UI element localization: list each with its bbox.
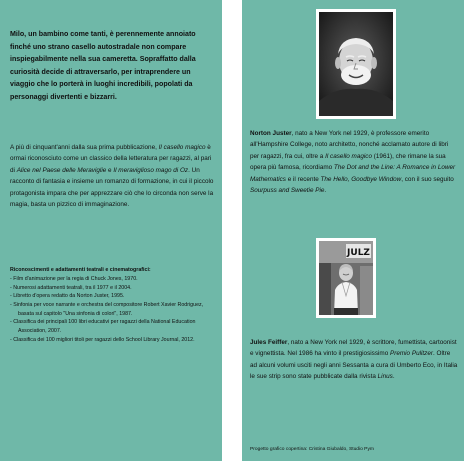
book-title: Alice nel Paese delle Meraviglie [16, 166, 107, 174]
author-name: Norton Juster [250, 130, 292, 137]
text-run: . [324, 187, 327, 195]
credit-item: - Classifica dei 100 migliori titoli per ragazzi dello School Library Journal, 2012. [10, 336, 195, 343]
text-run: e il recente [285, 175, 321, 183]
text-run: A più di cinquant'anni dalla sua prima pubblicazione, [10, 144, 159, 151]
poster-sign: JULZ [347, 248, 370, 258]
author-photo [316, 9, 396, 119]
text-run: . [392, 373, 395, 381]
magazine-title: Linus [377, 373, 393, 381]
credits-heading: Riconoscimenti e adattamenti teatrali e cinematografici: [10, 267, 151, 273]
text-run: , nato a New York nel 1929, è scrittore, fumettista, cartoonist e vignettista. Nel 1986 ha vinto il prestigiosissimo [250, 339, 457, 358]
award-title: Premio Pulitzer [389, 350, 433, 358]
credits-list [10, 275, 215, 344]
book-title: Il meraviglioso mago di Oz [113, 166, 189, 174]
text-run: . Oltre ad alcuni volumi usciti negli anni Sessanta a cura di Umberto Eco, in Italia le sue strip sono state pubblicate dalla rivista [250, 350, 458, 381]
text-run: e [106, 166, 114, 174]
text-run: (1961), che rimane la sua opera più famosa, ricordiamo [250, 152, 446, 172]
book-title: The Dot and the Line: A Romance in Lower Mathematics [250, 164, 456, 183]
illustrator-bio [250, 337, 458, 383]
credit-item: - Classifica dei principali 100 libri educativi per ragazzi della National Education Association, 2007. [10, 319, 196, 334]
credit-item: - Film d'animazione per la regia di Chuck Jones, 1970. [10, 276, 138, 282]
text-run: , con il suo seguito [401, 175, 454, 183]
text-run: . Un racconto di fantasia e insieme un romanzo di formazione, in cui il piccolo protagonista impara che per apprezzare ciò che lo circonda non serve la magia, basta un pizzico di immaginazione. [10, 166, 214, 209]
credit-item: - Sinfonia per voce narrante e orchestra del compositore Robert Xavier Rodriguez, basata sul capitolo "Una sinfonia di colori", 1987. [10, 301, 204, 317]
book-title: Sourpuss and Sweetie Pie [250, 187, 325, 195]
text-run: è ormai riconosciuto come un classico della letteratura per ragazzi, al pari di [10, 144, 212, 174]
credit-item: - Numerosi adattamenti teatrali, tra il 1977 e il 2004. [10, 284, 132, 291]
author-bio [250, 128, 458, 196]
intro-paragraph: Milo, un bambino come tanti, è perennemente annoiato finché uno strano casello autostradale non compare inspiegabilmente nella sua cameretta. Sopraffatto dalla curiosità decide di attraversarlo, per intraprendere un viaggio che lo porterà in luoghi incredibili, popolati da personaggi divertenti e bizzarri. [10, 30, 196, 101]
left-flap [0, 0, 222, 461]
book-title: The Hello, Goodbye Window [320, 175, 402, 183]
cover-design-credit: Progetto grafico copertina: Cristina Giubaldo, Studio Pym [250, 447, 374, 452]
book-title: Il casello magico [158, 144, 206, 151]
classic-paragraph [10, 142, 215, 210]
credit-item: - Libretto d'opera redatto da Norton Juster, 1995. [10, 293, 125, 300]
illustrator-photo [316, 238, 376, 318]
text-run: , nato a New York nel 1929, è professore emerito all'Hampshire College, noto architetto, nonché acclamato autore di libri per ragazzi, fra cui, oltre a [250, 130, 449, 160]
illustrator-name: Jules Feiffer [250, 339, 288, 346]
book-title: Il casello magico [325, 152, 373, 160]
